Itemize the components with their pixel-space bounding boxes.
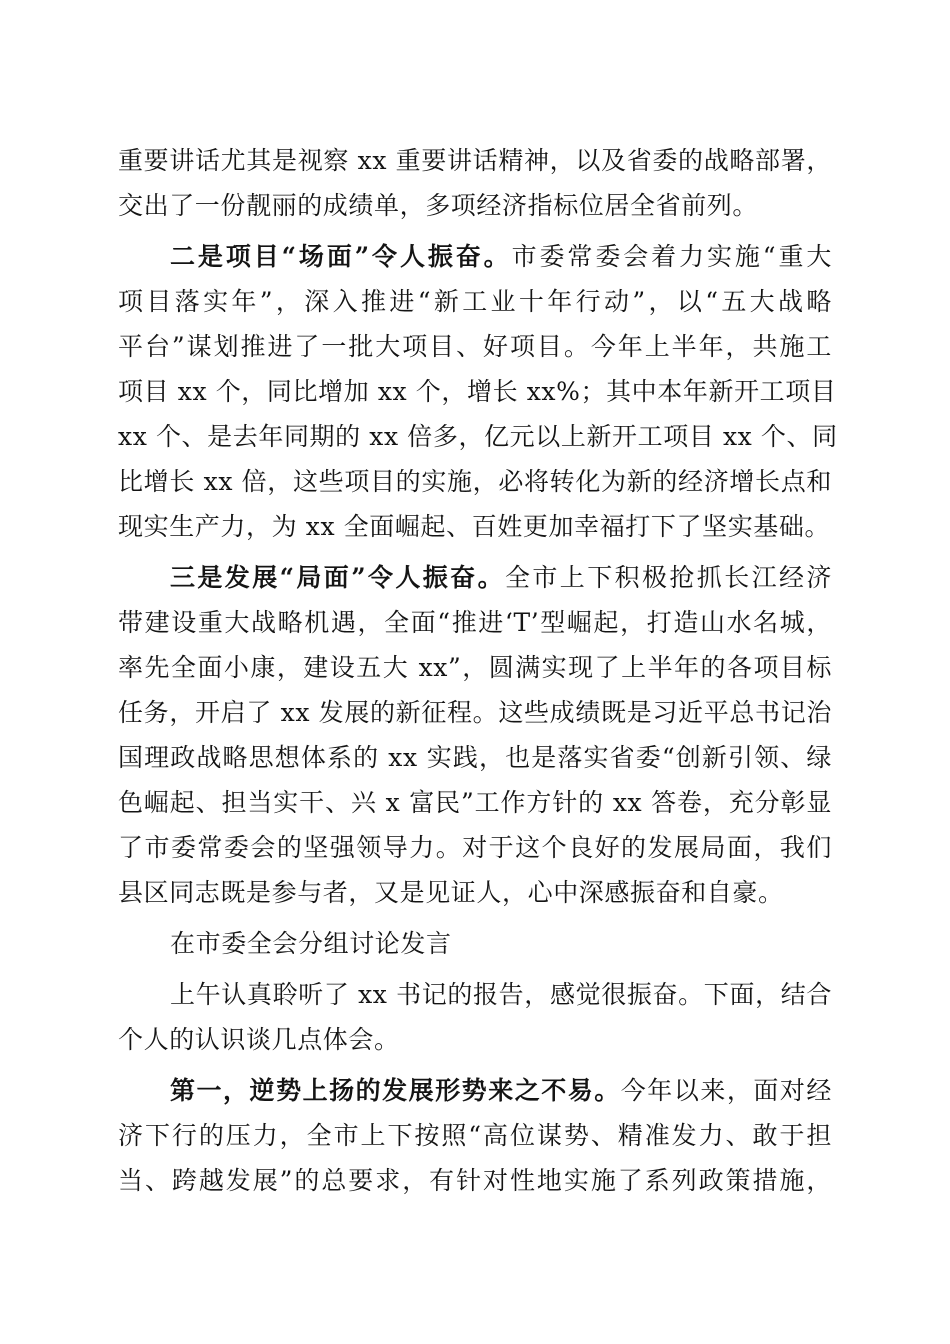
text-line: 县区同志既是参与者，又是见证人，心中深感振奋和自豪。	[118, 878, 784, 907]
text-line: 平台”谋划推进了一批大项目、好项目。今年上半年，共施工	[118, 332, 832, 361]
paragraph-continuation	[118, 138, 832, 228]
text-line: 现实生产力，为 xx 全面崛起、百姓更加幸福打下了坚实基础。	[118, 512, 831, 541]
text-line: 项目落实年”，深入推进“新工业十年行动”，以“五大战略	[118, 287, 832, 316]
text-line: 任务，开启了 xx 发展的新征程。这些成绩既是习近平总书记治	[118, 698, 832, 727]
text-line: 当、跨越发展”的总要求，有针对性地实施了系列政策措施，	[118, 1166, 832, 1195]
paragraph-first-point	[118, 1068, 832, 1203]
paragraph-first-rest: 今年以来，面对经	[620, 1076, 832, 1105]
text-line: 项目 xx 个，同比增加 xx 个，增长 xx%；其中本年新开工项目	[118, 377, 837, 406]
paragraph-development	[118, 555, 832, 915]
document-body	[118, 138, 838, 1203]
text-line: 济下行的压力，全市上下按照“高位谋势、精准发力、敢于担	[118, 1121, 832, 1150]
paragraph-first-rest: 全市上下积极抢抓长江经济	[504, 563, 833, 592]
text-line: 重要讲话尤其是视察 xx 重要讲话精神，以及省委的战略部署，	[118, 146, 832, 175]
paragraph-lead-bold: 二是项目“场面”令人振奋。	[170, 242, 512, 271]
paragraph-first-line	[118, 555, 832, 600]
paragraph-projects	[118, 234, 838, 549]
text-line: 个人的认识谈几点体会。	[118, 1025, 400, 1054]
paragraph-intro	[118, 972, 832, 1062]
paragraph-first-line	[118, 1068, 832, 1113]
paragraph-first-rest: 市委常委会着力实施“重大	[511, 242, 833, 271]
text-line: xx 个、是去年同期的 xx 倍多，亿元以上新开工项目 xx 个、同	[118, 422, 838, 451]
paragraph-lead-bold: 三是发展“局面”令人振奋。	[170, 563, 505, 592]
paragraph-lead-bold: 第一，逆势上扬的发展形势来之不易。	[170, 1076, 621, 1105]
text-line: 带建设重大战略机遇，全面“推进‘T’型崛起，打造山水名城，	[118, 608, 832, 637]
heading-text: 在市委全会分组讨论发言	[170, 929, 452, 958]
text-line: 上午认真聆听了 xx 书记的报告，感觉很振奋。下面，结合	[170, 980, 832, 1009]
text-line: 交出了一份靓丽的成绩单，多项经济指标位居全省前列。	[118, 191, 759, 220]
text-line: 色崛起、担当实干、兴 x 富民”工作方针的 xx 答卷，充分彰显	[118, 788, 832, 817]
paragraph-first-line	[118, 234, 832, 279]
text-line: 比增长 xx 倍，这些项目的实施，必将转化为新的经济增长点和	[118, 467, 832, 496]
section-heading	[118, 921, 832, 966]
text-line: 了市委常委会的坚强领导力。对于这个良好的发展局面，我们	[118, 833, 832, 862]
text-line: 率先全面小康，建设五大 xx”，圆满实现了上半年的各项目标	[118, 653, 832, 682]
text-line: 国理政战略思想体系的 xx 实践，也是落实省委“创新引领、绿	[118, 743, 832, 772]
